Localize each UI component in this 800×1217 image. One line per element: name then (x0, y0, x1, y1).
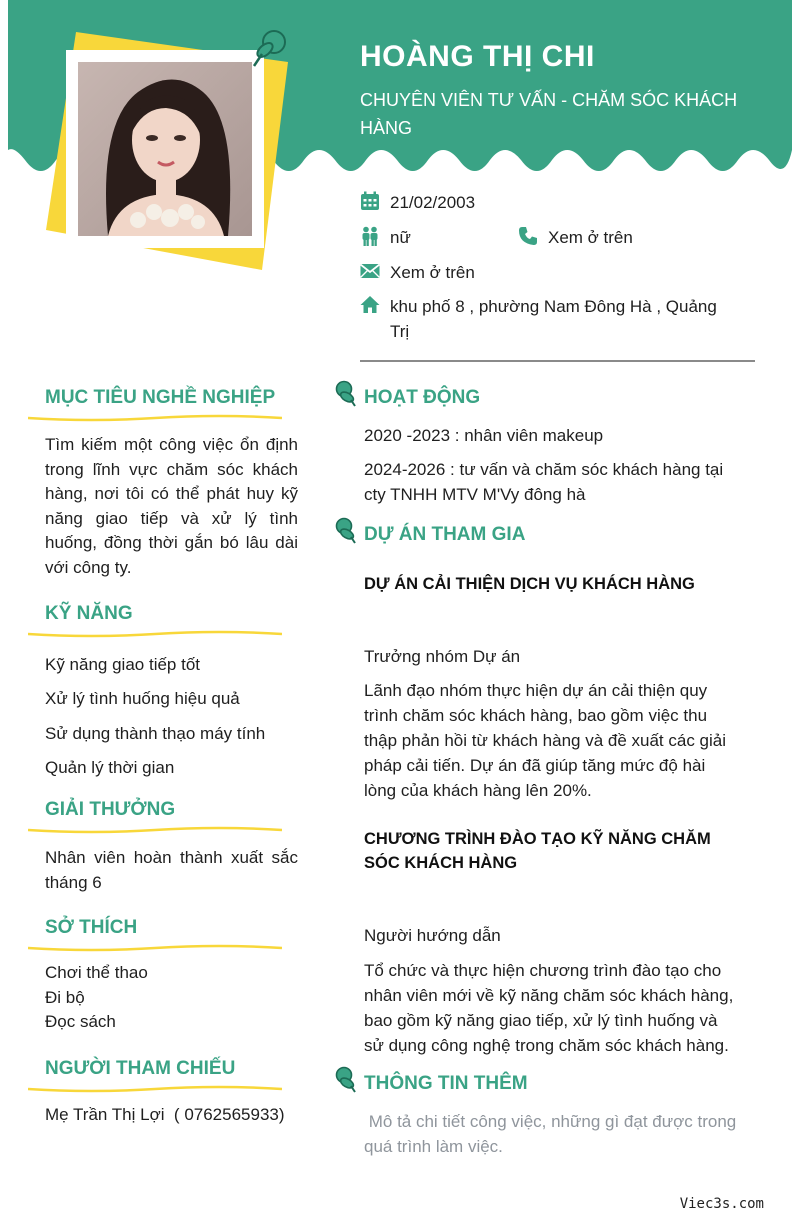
project-name: CHƯƠNG TRÌNH ĐÀO TẠO KỸ NĂNG CHĂM SÓC KHÁCH HÀNG (364, 830, 711, 872)
gender-text: nữ (390, 228, 411, 247)
candidate-name: HOÀNG THỊ CHI (360, 40, 595, 73)
objective-title: MỤC TIÊU NGHỀ NGHIỆP (45, 387, 276, 408)
hobby-item: Đi bộ (45, 988, 85, 1007)
extra-info-title: THÔNG TIN THÊM (364, 1073, 528, 1094)
hobbies-title: SỞ THÍCH (45, 917, 138, 938)
pushpin-icon (330, 516, 356, 544)
skills-underline (28, 630, 282, 640)
pushpin-icon (330, 1065, 356, 1093)
references-title: NGƯỜI THAM CHIẾU (45, 1058, 236, 1079)
project-description: Lãnh đạo nhóm thực hiện dự án cải thiện quy trình chăm sóc khách hàng, bao gồm việc thu thập phản hồi từ khách hàng và đề xuất các giải pháp cải tiến. Dự án đã giúp tăng mức độ hài lòng của khách hàng lên 20%. (364, 681, 727, 800)
extra-info-text: Mô tả chi tiết công việc, những gì đạt được trong quá trình làm việc. (364, 1112, 741, 1156)
skill-item: Kỹ năng giao tiếp tốt (45, 655, 201, 674)
objective-underline (28, 414, 282, 424)
project-role: Trưởng nhóm Dự án (364, 647, 521, 666)
skill-item: Xử lý tình huống hiệu quả (45, 689, 240, 708)
phone-icon (518, 226, 538, 246)
photo-frame (66, 50, 264, 248)
hobbies-underline (28, 944, 282, 954)
contact-gender (360, 225, 411, 250)
awards-underline (28, 826, 282, 836)
home-icon (360, 295, 380, 315)
objective-text: Tìm kiếm một công việc ổn định trong lĩnh vực chăm sóc khách hàng, nơi tôi có thể phát huy kỹ năng giao tiếp và xử lý tình huống, đồng thời gắn bó lâu dài với công ty. (45, 435, 298, 577)
address-text: khu phố 8 , phường Nam Đông Hà , Quảng Trị (390, 297, 717, 341)
pushpin-icon (250, 26, 290, 70)
hobby-item: Chơi thể thao (45, 963, 148, 982)
hobby-item: Đọc sách (45, 1012, 116, 1031)
activity-item: 2020 -2023 : nhân viên makeup (364, 426, 604, 445)
project-name: DỰ ÁN CẢI THIỆN DỊCH VỤ KHÁCH HÀNG (364, 575, 695, 593)
watermark: Viec3s.com (679, 1196, 764, 1212)
people-icon (360, 226, 380, 246)
references-text: Mẹ Trần Thị Lợi ( 0762565933) (45, 1105, 285, 1124)
birthday-text: 21/02/2003 (390, 193, 476, 212)
awards-text: Nhân viên hoàn thành xuất sắc tháng 6 (45, 848, 298, 892)
contact-address (360, 294, 740, 344)
candidate-position: CHUYÊN VIÊN TƯ VẤN - CHĂM SÓC KHÁCH HÀNG (360, 90, 738, 138)
awards-title: GIẢI THƯỞNG (45, 799, 176, 820)
skill-item: Quản lý thời gian (45, 758, 175, 777)
references-underline (28, 1085, 282, 1095)
contact-email (360, 260, 475, 285)
contact-birthday (360, 190, 475, 215)
project-description: Tổ chức và thực hiện chương trình đào tạo cho nhân viên mới về kỹ năng chăm sóc khách hàng, bao gồm kỹ năng giao tiếp, xử lý tình huống và sử dụng công nghệ trong chăm sóc khách hàng. (364, 961, 734, 1055)
envelope-icon (360, 261, 380, 281)
skills-title: KỸ NĂNG (45, 603, 133, 624)
contact-divider (360, 360, 755, 362)
profile-photo (78, 62, 252, 236)
phone-text: Xem ở trên (548, 228, 633, 247)
project-role: Người hướng dẫn (364, 926, 501, 945)
activities-title: HOẠT ĐỘNG (364, 387, 481, 408)
email-text: Xem ở trên (390, 263, 475, 282)
pushpin-icon (330, 379, 356, 407)
contact-phone (518, 225, 633, 250)
calendar-icon (360, 191, 380, 211)
skill-item: Sử dụng thành thạo máy tính (45, 724, 266, 743)
activity-item: 2024-2026 : tư vấn và chăm sóc khách hàng tại cty TNHH MTV M'Vy đông hà (364, 460, 724, 504)
projects-title: DỰ ÁN THAM GIA (364, 524, 526, 545)
